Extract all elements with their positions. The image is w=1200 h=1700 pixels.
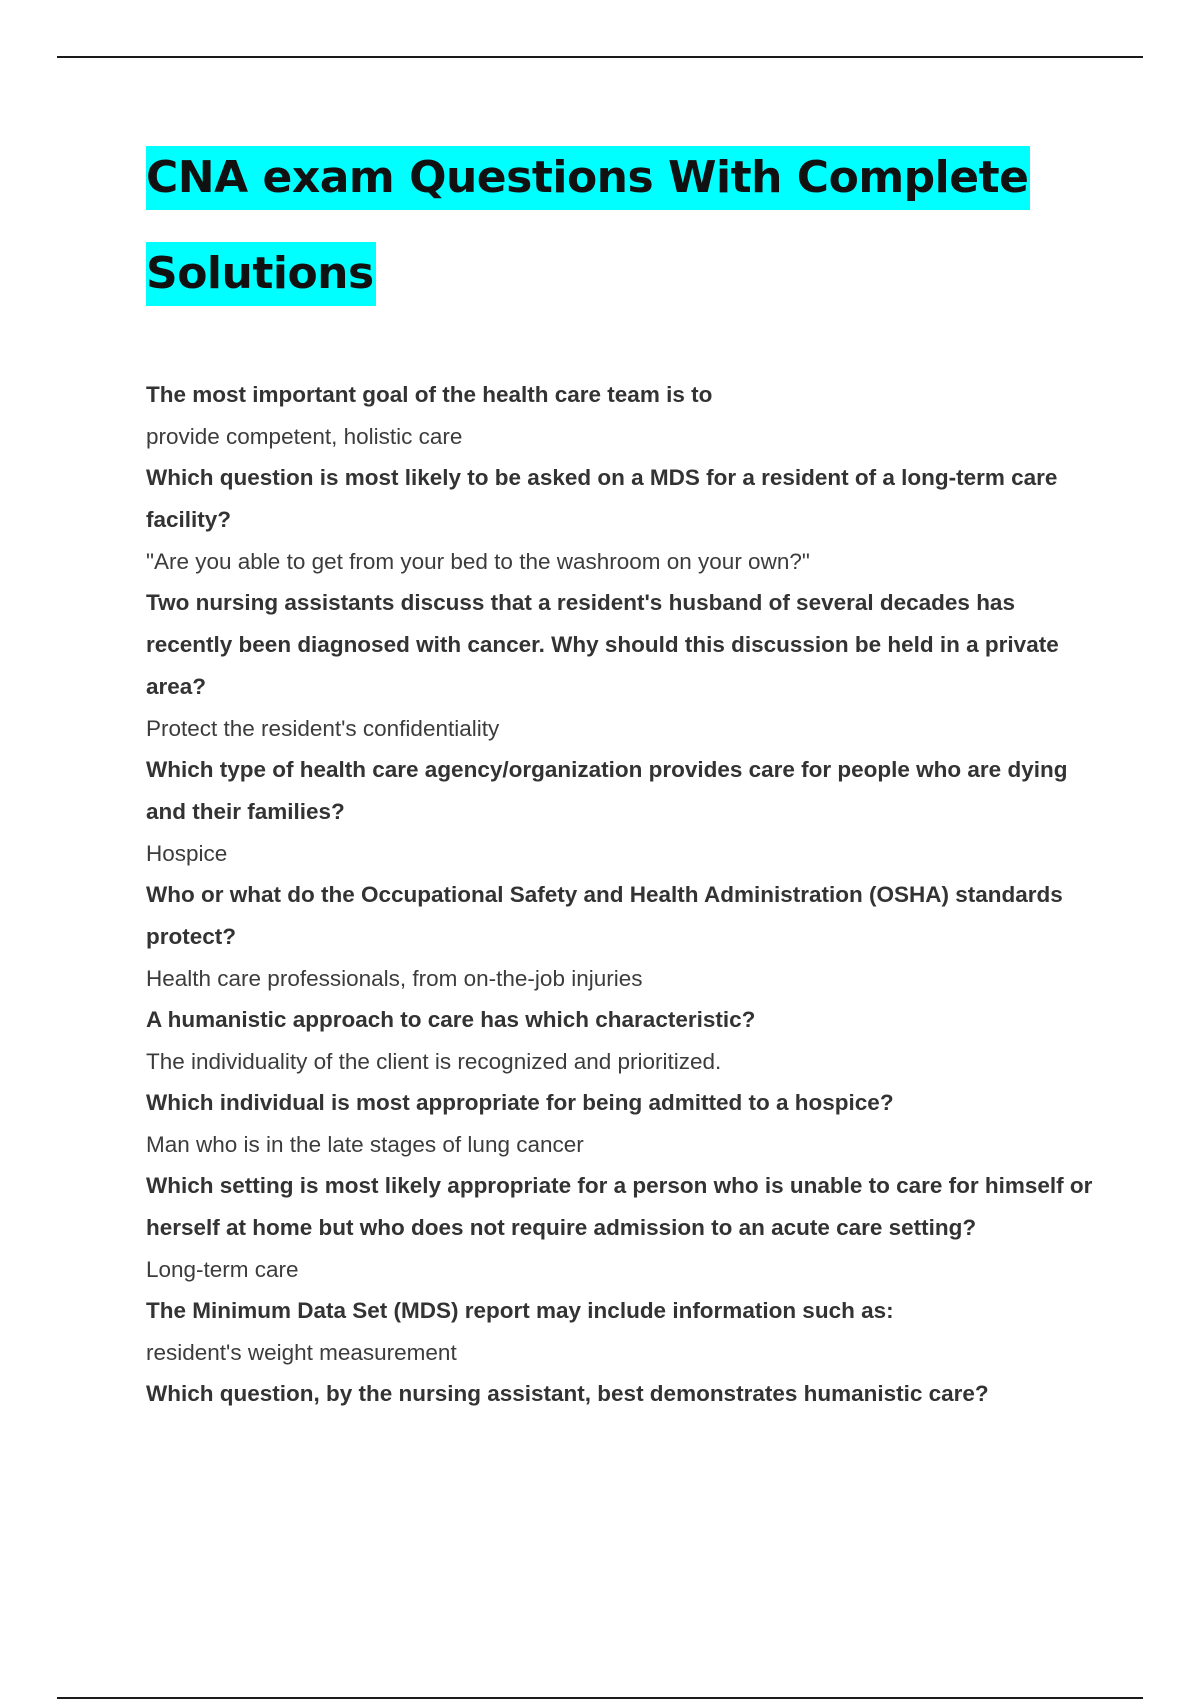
title-line-2: Solutions [146,242,376,306]
answer: Hospice [146,841,228,866]
question: Who or what do the Occupational Safety and Health Administration (OSHA) standards protect? [146,882,1063,949]
question: Which type of health care agency/organization provides care for people who are dying and their families? [146,757,1068,824]
answer: Protect the resident's confidentiality [146,716,500,741]
answer: Health care professionals, from on-the-job injuries [146,966,643,991]
title-line-1: CNA exam Questions With Complete [146,146,1030,210]
question: Which setting is most likely appropriate for a person who is unable to care for himself or herself at home but who does not require admission to an acute care setting? [146,1173,1093,1240]
question: Which question is most likely to be asked on a MDS for a resident of a long-term care facility? [146,465,1058,532]
question: Which individual is most appropriate for being admitted to a hospice? [146,1090,894,1115]
answer: provide competent, holistic care [146,424,463,449]
answer: "Are you able to get from your bed to the washroom on your own?" [146,549,810,574]
qa-list [146,374,1106,1415]
top-rule [57,56,1143,58]
question: Which question, by the nursing assistant, best demonstrates humanistic care? [146,1381,989,1406]
question: Two nursing assistants discuss that a resident's husband of several decades has recently been diagnosed with cancer. Why should this discussion be held in a private area? [146,590,1059,699]
answer: resident's weight measurement [146,1340,457,1365]
answer: Long-term care [146,1257,299,1282]
answer: The individuality of the client is recognized and prioritized. [146,1049,722,1074]
bottom-rule [57,1697,1143,1699]
document-title [146,146,1106,306]
question: The Minimum Data Set (MDS) report may include information such as: [146,1298,894,1323]
answer: Man who is in the late stages of lung cancer [146,1132,584,1157]
question: A humanistic approach to care has which characteristic? [146,1007,756,1032]
question: The most important goal of the health care team is to [146,382,713,407]
